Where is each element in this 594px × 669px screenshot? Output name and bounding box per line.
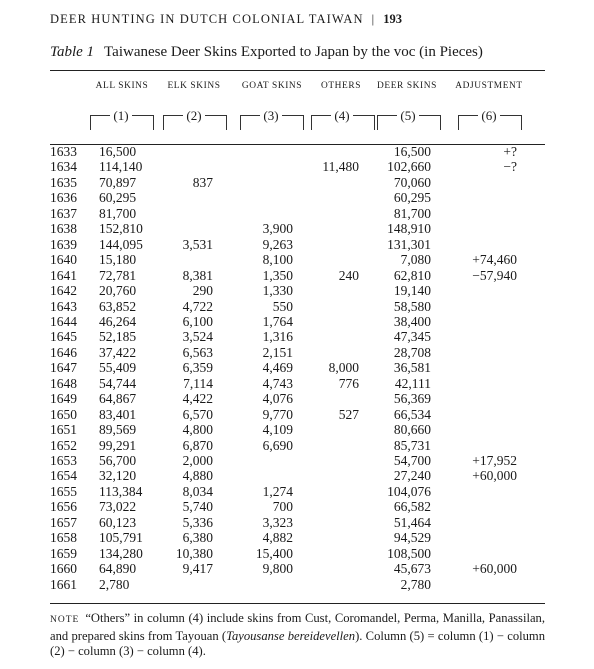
cell-others: 776 <box>338 375 359 391</box>
cell-deer-skins: 56,369 <box>393 391 431 407</box>
cell-elk-skins: 4,422 <box>182 391 213 407</box>
cell-deer-skins: 38,400 <box>393 313 431 329</box>
cell-goat-skins: 3,900 <box>262 221 293 237</box>
cell-deer-skins: 54,700 <box>393 453 431 468</box>
cell-goat-skins: 4,743 <box>262 375 293 391</box>
cell-all-skins: 52,185 <box>99 329 137 345</box>
running-head-title: DEER HUNTING IN DUTCH COLONIAL TAIWAN <box>50 12 364 26</box>
col-header-others: OTHERS <box>320 81 362 91</box>
cell-deer-skins: 80,660 <box>393 422 431 438</box>
cell-deer-skins: 85,731 <box>393 437 431 453</box>
col-number-label: (3) <box>260 108 281 123</box>
cell-all-skins: 15,180 <box>99 252 137 268</box>
cell-goat-skins: 550 <box>272 298 293 314</box>
cell-year: 1643 <box>50 298 77 314</box>
note-text-a: “Others” in column (4) include skins from Cust, Coromandel, Perma, Manilla, Panassilan, and prepared skins from Tayouan ( <box>50 611 545 643</box>
cell-elk-skins: 3,524 <box>182 329 213 345</box>
cell-year: 1652 <box>50 437 77 453</box>
cell-all-skins: 105,791 <box>99 530 143 546</box>
cell-adjustment: +60,000 <box>472 468 517 484</box>
cell-deer-skins: 70,060 <box>393 174 431 190</box>
cell-adjustment: −? <box>503 159 517 175</box>
cell-all-skins: 99,291 <box>99 437 137 453</box>
col-header-deer-skins: DEER SKINS <box>377 81 437 91</box>
cell-deer-skins: 19,140 <box>393 283 431 298</box>
cell-elk-skins: 5,336 <box>182 514 213 530</box>
cell-elk-skins: 3,531 <box>182 236 213 252</box>
cell-elk-skins: 7,114 <box>183 375 213 391</box>
cell-others: 11,480 <box>322 159 359 175</box>
cell-elk-skins: 4,880 <box>182 468 213 484</box>
cell-all-skins: 72,781 <box>99 267 137 283</box>
cell-goat-skins: 9,770 <box>262 406 293 422</box>
cell-all-skins: 20,760 <box>99 283 137 298</box>
cell-elk-skins: 837 <box>192 174 213 190</box>
cell-deer-skins: 94,529 <box>393 530 431 546</box>
cell-deer-skins: 62,810 <box>393 267 431 283</box>
cell-all-skins: 70,897 <box>99 174 137 190</box>
running-head-separator: | <box>371 12 376 26</box>
cell-adjustment: +17,952 <box>472 453 517 468</box>
cell-year: 1654 <box>50 468 77 484</box>
cell-year: 1659 <box>50 545 77 561</box>
cell-all-skins: 54,744 <box>99 375 137 391</box>
cell-elk-skins: 4,800 <box>182 422 213 438</box>
col-number-label: (1) <box>110 108 131 123</box>
cell-deer-skins: 66,534 <box>393 406 431 422</box>
cell-all-skins: 83,401 <box>99 406 137 422</box>
running-head <box>50 12 550 27</box>
col-number-5 <box>377 108 443 129</box>
cell-deer-skins: 108,500 <box>387 545 431 561</box>
cell-year: 1656 <box>50 499 77 515</box>
cell-year: 1649 <box>50 391 77 407</box>
table-label: Table 1 <box>50 44 95 60</box>
cell-elk-skins: 10,380 <box>175 545 213 561</box>
cell-deer-skins: 42,111 <box>394 375 431 391</box>
cell-year: 1645 <box>50 329 77 345</box>
cell-year: 1655 <box>50 483 77 499</box>
cell-all-skins: 46,264 <box>99 313 137 329</box>
cell-goat-skins: 15,400 <box>255 545 293 561</box>
cell-deer-skins: 51,464 <box>393 514 431 530</box>
cell-goat-skins: 1,764 <box>262 313 293 329</box>
cell-year: 1660 <box>50 561 77 577</box>
col-header-elk-skins: ELK SKINS <box>167 81 221 91</box>
cell-year: 1636 <box>50 190 77 206</box>
cell-adjustment: +74,460 <box>472 252 517 268</box>
cell-deer-skins: 60,295 <box>393 190 431 206</box>
cell-year: 1638 <box>50 221 77 237</box>
cell-deer-skins: 28,708 <box>393 344 431 360</box>
cell-goat-skins: 1,350 <box>262 267 293 283</box>
cell-deer-skins: 2,780 <box>400 576 431 592</box>
cell-year: 1644 <box>50 313 77 329</box>
table-note <box>50 611 545 660</box>
cell-elk-skins: 6,570 <box>182 406 213 422</box>
cell-elk-skins: 4,722 <box>182 298 213 314</box>
cell-year: 1651 <box>50 422 77 438</box>
cell-year: 1653 <box>50 453 77 468</box>
note-text-b: ). Column (5) = column (1) − column (2) − column (3) − column (4). <box>50 628 546 659</box>
cell-year: 1647 <box>50 360 77 376</box>
cell-goat-skins: 1,330 <box>262 283 293 298</box>
cell-elk-skins: 6,359 <box>182 360 213 376</box>
cell-adjustment: +? <box>503 144 517 159</box>
cell-elk-skins: 2,000 <box>182 453 213 468</box>
cell-year: 1634 <box>50 159 77 175</box>
cell-goat-skins: 2,151 <box>262 344 293 360</box>
cell-year: 1639 <box>50 236 77 252</box>
cell-goat-skins: 1,274 <box>262 483 293 499</box>
cell-all-skins: 64,867 <box>99 391 137 407</box>
cell-deer-skins: 131,301 <box>387 236 431 252</box>
cell-elk-skins: 9,417 <box>182 561 213 577</box>
cell-deer-skins: 104,076 <box>387 483 431 499</box>
cell-all-skins: 144,095 <box>99 236 143 252</box>
cell-adjustment: +60,000 <box>472 561 517 577</box>
col-header-adjustment: ADJUSTMENT <box>455 81 523 91</box>
cell-elk-skins: 6,100 <box>182 313 213 329</box>
table-top-rule <box>50 70 545 71</box>
col-number-label: (2) <box>183 108 204 123</box>
cell-goat-skins: 3,323 <box>262 514 293 530</box>
cell-elk-skins: 5,740 <box>182 499 213 515</box>
cell-elk-skins: 8,034 <box>182 483 213 499</box>
cell-others: 8,000 <box>328 360 359 376</box>
cell-year: 1633 <box>50 144 77 159</box>
cell-year: 1637 <box>50 205 77 221</box>
cell-year: 1640 <box>50 252 77 268</box>
col-number-label: (6) <box>478 108 499 123</box>
cell-elk-skins: 290 <box>192 283 213 298</box>
col-number-label: (4) <box>331 108 352 123</box>
cell-goat-skins: 1,316 <box>262 329 293 345</box>
cell-adjustment: −57,940 <box>472 267 517 283</box>
cell-all-skins: 73,022 <box>99 499 137 515</box>
cell-deer-skins: 16,500 <box>393 144 431 159</box>
cell-deer-skins: 36,581 <box>393 360 431 376</box>
cell-all-skins: 89,569 <box>99 422 137 438</box>
cell-year: 1650 <box>50 406 77 422</box>
col-number-6 <box>458 108 524 129</box>
cell-year: 1657 <box>50 514 77 530</box>
cell-all-skins: 2,780 <box>99 576 130 592</box>
table-bottom-rule <box>50 603 545 604</box>
cell-goat-skins: 700 <box>272 499 293 515</box>
table-title: Taiwanese Deer Skins Exported to Japan by the voc (in Pieces) <box>104 44 483 60</box>
cell-others: 240 <box>338 267 359 283</box>
cell-goat-skins: 4,469 <box>262 360 293 376</box>
cell-all-skins: 56,700 <box>99 453 137 468</box>
cell-all-skins: 16,500 <box>99 144 137 159</box>
cell-deer-skins: 102,660 <box>387 159 431 175</box>
cell-year: 1641 <box>50 267 77 283</box>
page-number: 193 <box>383 12 402 26</box>
cell-deer-skins: 45,673 <box>393 561 431 577</box>
cell-deer-skins: 7,080 <box>400 252 431 268</box>
col-number-1 <box>90 108 156 129</box>
cell-goat-skins: 9,263 <box>262 236 293 252</box>
col-number-label: (5) <box>397 108 418 123</box>
cell-deer-skins: 58,580 <box>393 298 431 314</box>
cell-all-skins: 81,700 <box>99 205 137 221</box>
col-header-goat-skins: GOAT SKINS <box>241 81 303 91</box>
cell-all-skins: 37,422 <box>99 344 137 360</box>
cell-others: 527 <box>338 406 359 422</box>
cell-elk-skins: 8,381 <box>182 267 213 283</box>
cell-all-skins: 152,810 <box>99 221 143 237</box>
cell-all-skins: 63,852 <box>99 298 137 314</box>
cell-elk-skins: 6,870 <box>182 437 213 453</box>
cell-goat-skins: 6,690 <box>262 437 293 453</box>
col-number-4 <box>311 108 377 129</box>
note-text-italic: Tayousanse bereidevellen <box>226 628 356 643</box>
cell-deer-skins: 148,910 <box>387 221 431 237</box>
cell-year: 1648 <box>50 375 77 391</box>
cell-goat-skins: 4,882 <box>262 530 293 546</box>
cell-deer-skins: 66,582 <box>393 499 431 515</box>
cell-deer-skins: 81,700 <box>393 205 431 221</box>
cell-year: 1642 <box>50 283 77 298</box>
col-number-2 <box>163 108 229 129</box>
cell-year: 1646 <box>50 344 77 360</box>
cell-elk-skins: 6,380 <box>182 530 213 546</box>
cell-all-skins: 32,120 <box>99 468 137 484</box>
cell-all-skins: 114,140 <box>99 159 143 175</box>
cell-year: 1661 <box>50 576 77 592</box>
cell-deer-skins: 47,345 <box>393 329 431 345</box>
cell-all-skins: 64,890 <box>99 561 137 577</box>
cell-all-skins: 113,384 <box>99 483 143 499</box>
cell-all-skins: 60,295 <box>99 190 137 206</box>
cell-year: 1658 <box>50 530 77 546</box>
col-header-all-skins: ALL SKINS <box>95 81 149 91</box>
cell-goat-skins: 4,076 <box>262 391 293 407</box>
note-label: NOTE <box>50 615 80 625</box>
table-caption <box>50 44 570 61</box>
col-number-3 <box>240 108 306 129</box>
cell-year: 1635 <box>50 174 77 190</box>
cell-goat-skins: 9,800 <box>262 561 293 577</box>
cell-goat-skins: 8,100 <box>262 252 293 268</box>
cell-all-skins: 134,280 <box>99 545 143 561</box>
cell-all-skins: 60,123 <box>99 514 137 530</box>
cell-deer-skins: 27,240 <box>393 468 431 484</box>
cell-all-skins: 55,409 <box>99 360 137 376</box>
cell-elk-skins: 6,563 <box>182 344 213 360</box>
cell-goat-skins: 4,109 <box>262 422 293 438</box>
